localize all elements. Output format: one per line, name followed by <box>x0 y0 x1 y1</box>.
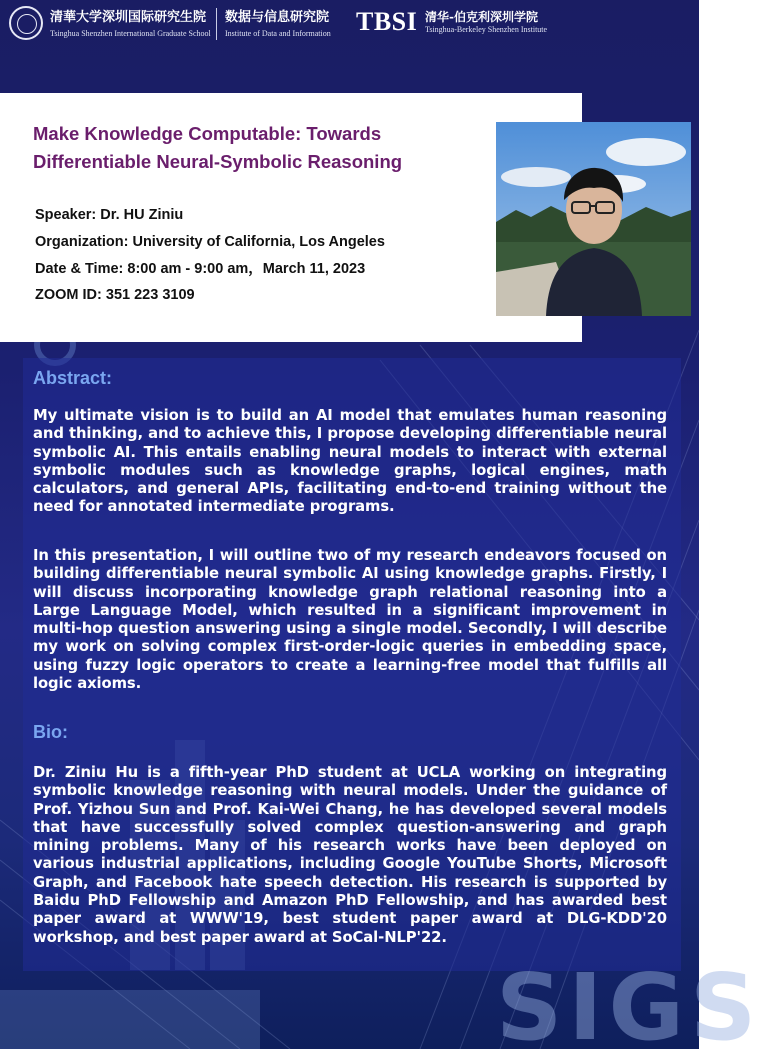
bio-heading: Bio: <box>33 722 68 742</box>
tsinghua-sigs-name-en: Tsinghua Shenzhen International Graduate School <box>50 29 211 38</box>
idi-name-en: Institute of Data and Information <box>225 29 331 38</box>
abstract-paragraph-2: In this presentation, I will outline two of my research endeavors focused on building differentiable neural symbolic AI using knowledge graphs. Firstly, I will discuss incorporating knowledge graph relational reasoning into a Large Language Model, which resulted in a significant improvement in multi-hop question answering using a single model. Secondly, I will describe my work on solving complex first-order-logic queries in embedding space, using fuzzy logic operators to create a learning-free model that fulfills all logic axioms. <box>33 547 667 693</box>
header-logos <box>0 0 699 50</box>
bio-paragraph: Dr. Ziniu Hu is a fifth-year PhD student at UCLA working on integrating symbolic knowledge reasoning with neural models. Under the guidance of Prof. Yizhou Sun and Prof. Kai-Wei Chang, he has developed several models that have successfully solved complex question-answering and graph mining problems. Many of his research works have been deployed on various industrial applications, including Google YouTube Shorts, Microsoft Graph, and Facebook hate speech detection. His research is supported by Baidu PhD Fellowship and Amazon PhD Fellowship, and has awarded best paper award at WWW'19, best student paper award at DLG-KDD'20 workshop, and best paper award at SoCal-NLP'22. <box>33 764 667 946</box>
idi-name-cn: 数据与信息研究院 <box>225 10 330 25</box>
talk-title-line2: Differentiable Neural-Symbolic Reasoning <box>33 151 403 172</box>
tbsi-name-en: Tsinghua-Berkeley Shenzhen Institute <box>425 25 548 34</box>
tbsi-logo: TBSI <box>356 7 418 36</box>
speaker-photo <box>496 122 691 316</box>
organization: Organization: University of California, Los Angeles <box>35 234 385 250</box>
tbsi-name-cn: 清华-伯克利深圳学院 <box>425 10 538 24</box>
abstract-heading: Abstract: <box>33 368 113 388</box>
date-time: Date & Time: 8:00 am - 9:00 am，March 11, 2023 <box>35 261 366 277</box>
sigs-watermark: SIGS <box>496 954 762 1061</box>
tsinghua-seal-icon <box>9 6 43 40</box>
tsinghua-sigs-name-cn: 清華大学深圳国际研究生院 <box>50 10 207 25</box>
abstract-paragraph-1: My ultimate vision is to build an AI model that emulates human reasoning and thinking, and to achieve this, I propose developing differentiable neural symbolic AI. This entails enabling neural models to interact with external symbolic modules such as knowledge graphs, logical engines, math calculators, and general APIs, facilitating end-to-end training without the need for annotated intermediate programs. <box>33 407 667 516</box>
talk-title-line1: Make Knowledge Computable: Towards <box>33 123 382 144</box>
talk-title <box>33 120 503 176</box>
speaker: Speaker: Dr. HU Ziniu <box>35 207 184 223</box>
zoom-id: ZOOM ID: 351 223 3109 <box>35 287 195 303</box>
header-divider <box>216 8 217 40</box>
